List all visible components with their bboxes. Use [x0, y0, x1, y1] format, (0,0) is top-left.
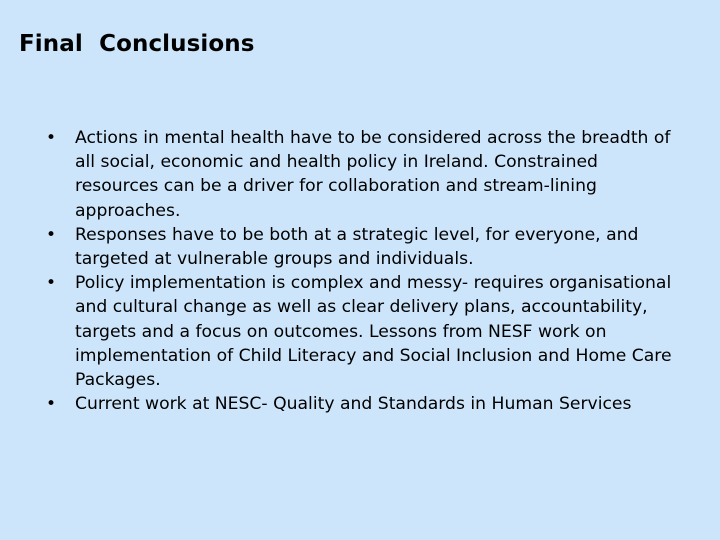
bullet-text: Policy implementation is complex and messy- requires organisational and cultural change as well as clear delivery plans, accountability, targets and a focus on outcomes. Lessons from NESF work on implementation of Child Literacy and Social Inclusion and Home Care Packages. [75, 273, 672, 391]
slide-title: Final Conclusions [19, 31, 255, 57]
bullet-text: Responses have to be both at a strategic level, for everyone, and targeted at vulnerable groups and individuals. [75, 224, 639, 270]
bullet-dot-icon: • [46, 128, 57, 148]
bullet-list [46, 126, 686, 416]
bullet-dot-icon: • [46, 273, 57, 294]
bullet-item-2 [46, 223, 686, 271]
bullet-text: Actions in mental health have to be considered across the breadth of all social, economic and health policy in Ireland. Constrained resources can be a driver for collaboration and stream-lining approaches. [75, 128, 671, 221]
bullet-text: Current work at NESC- Quality and Standards in Human Services [75, 394, 632, 415]
bullet-item-1 [46, 126, 686, 223]
bullet-item-4 [46, 392, 686, 416]
bullet-dot-icon: • [46, 394, 57, 415]
bullet-item-3 [46, 271, 686, 392]
bullet-dot-icon: • [46, 224, 57, 245]
